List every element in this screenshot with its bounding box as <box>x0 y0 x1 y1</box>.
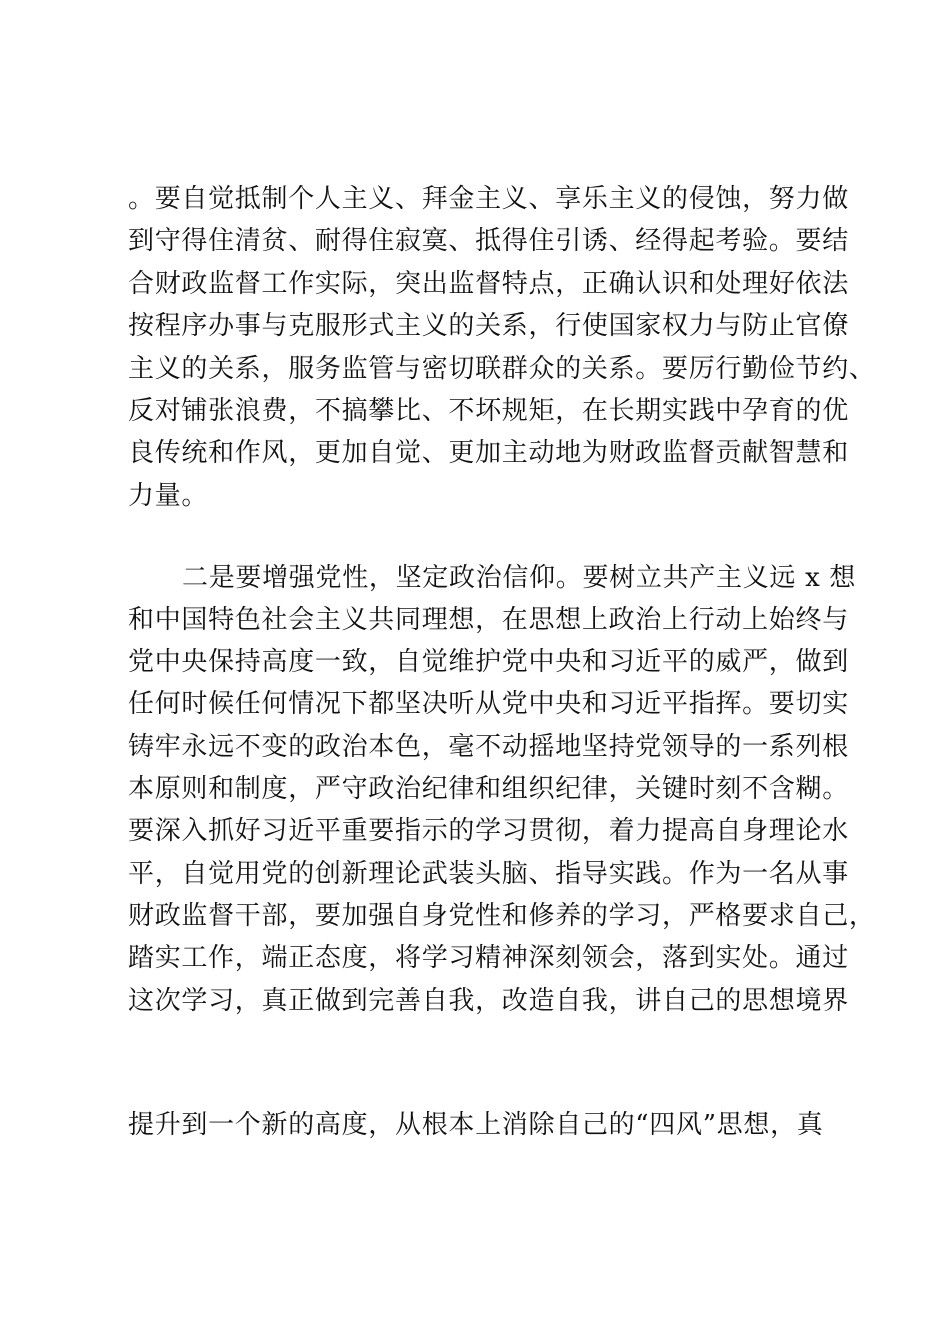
text-line: 。要自觉抵制个人主义、拜金主义、享乐主义的侵蚀，努力做 <box>128 184 849 214</box>
text-line: 任何时候任何情况下都坚决听从党中央和习近平指挥。要切实 <box>128 689 849 719</box>
text-line: 财政监督干部，要加强自身党性和修养的学习，严格要求自己， <box>128 901 876 931</box>
text-line: 要深入抓好习近平重要指示的学习贯彻，着力提高自身理论水 <box>128 816 849 846</box>
text-line: 主义的关系，服务监管与密切联群众的关系。要厉行勤俭节约、 <box>128 354 876 384</box>
text-line: 踏实工作，端正态度，将学习精神深刻领会，落到实处。通过 <box>128 943 849 973</box>
text-line: 按程序办事与克服形式主义的关系，行使国家权力与防止官僚 <box>128 311 849 341</box>
paragraph-first-line: 二是要增强党性，坚定政治信仰。要树立共产主义远 x 想 <box>182 563 857 593</box>
text-line: 这次学习，真正做到完善自我，改造自我，讲自己的思想境界 <box>128 986 849 1016</box>
text-line: 力量。 <box>128 481 209 511</box>
text-line: 合财政监督工作实际，突出监督特点，正确认识和处理好依法 <box>128 269 849 299</box>
text-line: 提升到一个新的高度，从根本上消除自己的“四风”思想，真 <box>128 1110 824 1140</box>
text-line: 党中央保持高度一致，自觉维护党中央和习近平的威严，做到 <box>128 647 849 677</box>
text-line: 本原则和制度，严守政治纪律和组织纪律，关键时刻不含糊。 <box>128 774 849 804</box>
text-line: 平，自觉用党的创新理论武装头脑、指导实践。作为一名从事 <box>128 859 849 889</box>
text-line: 铸牢永远不变的政治本色，毫不动摇地坚持党领导的一系列根 <box>128 732 849 762</box>
text-line: 和中国特色社会主义共同理想，在思想上政治上行动上始终与 <box>128 605 849 635</box>
text-line: 良传统和作风，更加自觉、更加主动地为财政监督贡献智慧和 <box>128 438 849 468</box>
text-line: 反对铺张浪费，不搞攀比、不坏规矩，在长期实践中孕育的优 <box>128 396 849 426</box>
text-line: 到守得住清贫、耐得住寂寞、抵得住引诱、经得起考验。要结 <box>128 226 849 256</box>
